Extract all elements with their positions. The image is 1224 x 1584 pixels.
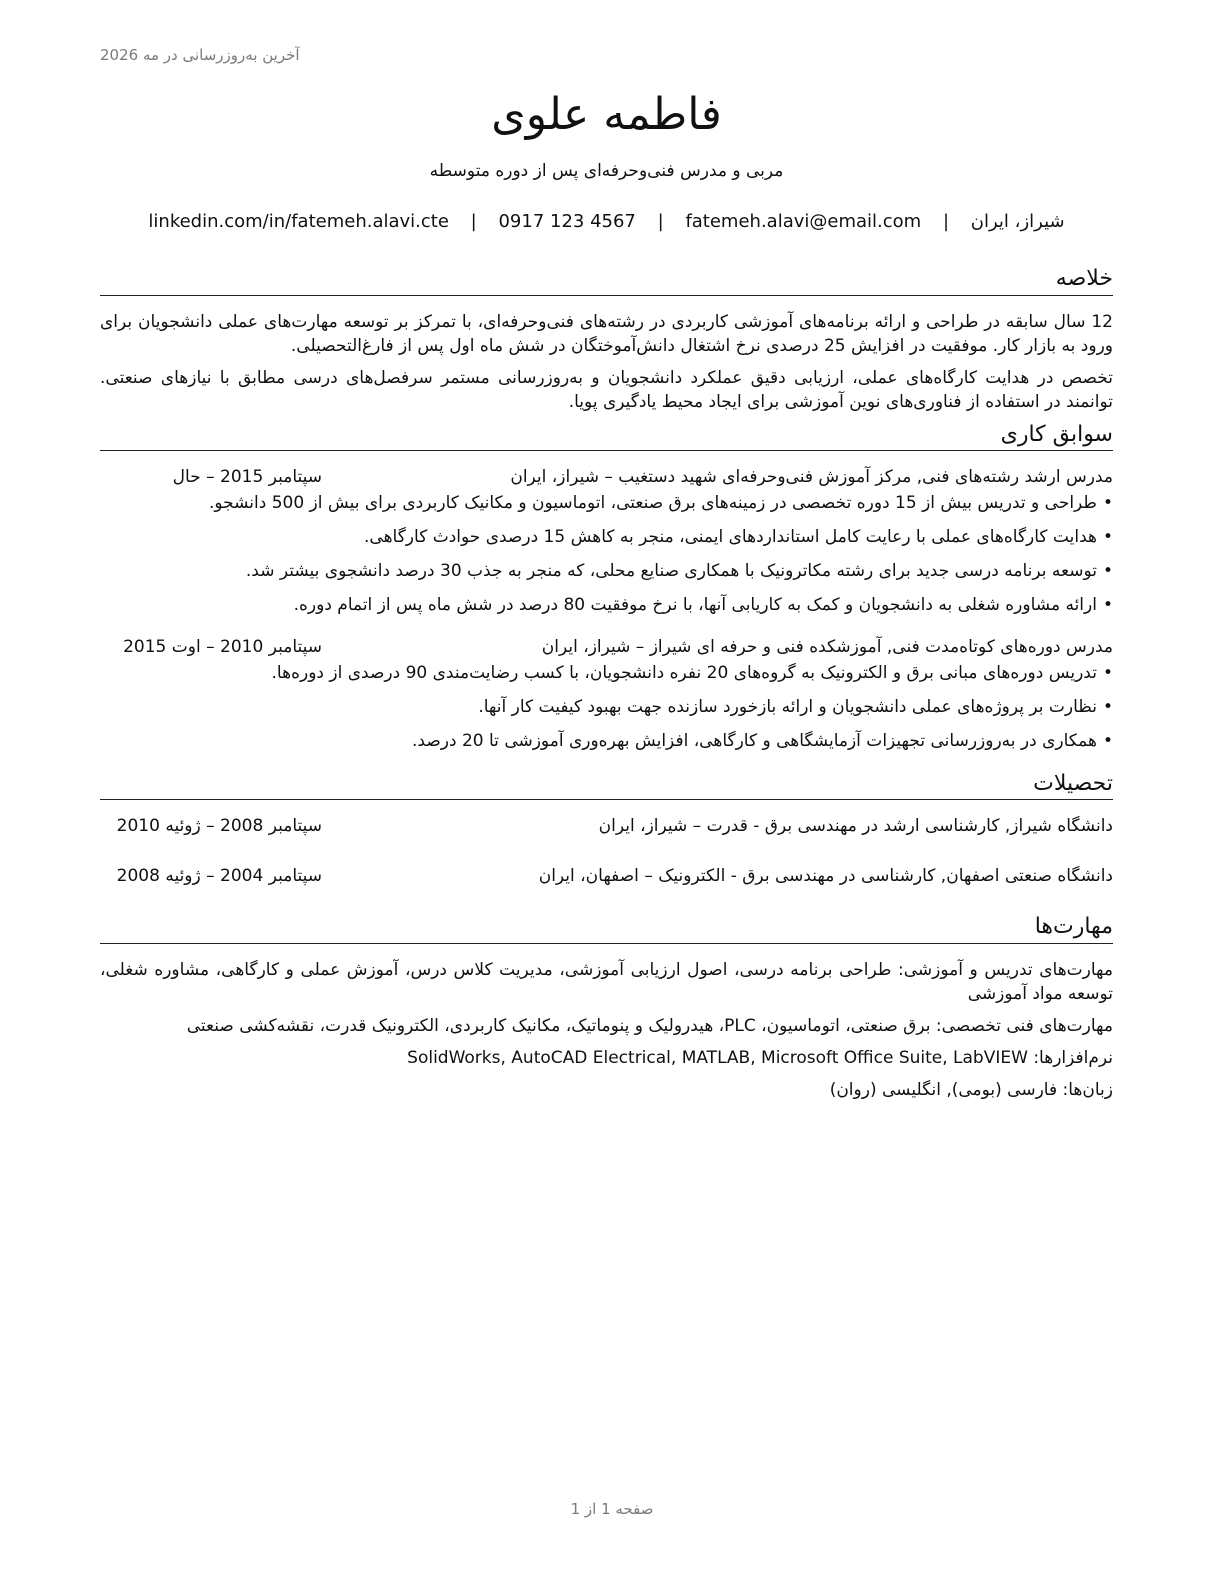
list-item (100, 729, 1113, 753)
bullet-icon: • (1102, 492, 1113, 513)
section-heading: مهارت‌ها (100, 914, 1113, 943)
job-dates: سپتامبر 2010 – اوت 2015 (123, 636, 322, 657)
education-section (100, 771, 1113, 888)
job-header (100, 635, 1113, 659)
bullet-text: طراحی و تدریس بیش از 15 دوره تخصصی در زمینه‌های برق صنعتی، اتوماسیون و مکانیک کاربردی برای بیش از 500 دانشجو. (208, 492, 1097, 513)
list-item (100, 525, 1113, 549)
bullet-icon: • (1102, 560, 1113, 581)
contact-linkedin[interactable]: linkedin.com/in/fatemeh.alavi.cte (148, 211, 449, 233)
skills-teaching: مهارت‌های تدریس و آموزشی: طراحی برنامه درسی، اصول ارزیابی آموزشی، مدیریت کلاس درس، آموزش عملی و کارگاهی، مشاوره شغلی، توسعه مواد آموزشی (100, 959, 1113, 1004)
list-item (100, 593, 1113, 617)
bullet-icon: • (1102, 662, 1113, 683)
contact-separator: | (657, 211, 664, 233)
job-role-org: مدرس ارشد رشته‌های فنی, مرکز آموزش فنی‌وحرفه‌ای شهید دستغیب – شیراز، ایران (510, 466, 1113, 487)
list-item (100, 559, 1113, 583)
contact-phone[interactable]: 0917 123 4567 (498, 211, 636, 233)
job-entry (100, 465, 1113, 617)
education-text: دانشگاه شیراز, کارشناسی ارشد در مهندسی برق - قدرت – شیراز، ایران (598, 816, 1113, 837)
bullet-icon: • (1102, 526, 1113, 547)
contact-separator: | (942, 211, 950, 233)
page-number: صفحه 1 از 1 (570, 1500, 654, 1518)
job-bullets (100, 661, 1113, 753)
section-heading: سوابق کاری (100, 422, 1113, 451)
person-name: فاطمه علوی (491, 89, 722, 140)
job-dates: سپتامبر 2015 – حال (172, 466, 322, 487)
summary-paragraph: 12 سال سابقه در طراحی و ارائه برنامه‌های آموزشی کاربردی در رشته‌های فنی‌وحرفه‌ای، با تمرکز بر توسعه مهارت‌های عملی دانشجویان برای ورود به بازار کار. موفقیت در افزایش 25 درصدی نرخ اشتغال دانش‌آموختگان در شش ماه اول پس از فارغ‌التحصیلی. (100, 311, 1113, 356)
list-item (100, 491, 1113, 515)
job-bullets (100, 491, 1113, 617)
experience-section (100, 422, 1113, 753)
bullet-text: همکاری در به‌روزرسانی تجهیزات آزمایشگاهی و کارگاهی، افزایش بهره‌وری آموزشی تا 20 درصد. (412, 730, 1097, 751)
list-item (100, 695, 1113, 719)
bullet-icon: • (1102, 730, 1113, 751)
education-dates: سپتامبر 2004 – ژوئیه 2008 (116, 866, 322, 887)
software-list: SolidWorks, AutoCAD Electrical, MATLAB, Microsoft Office Suite, LabVIEW (407, 1047, 1028, 1068)
education-dates: سپتامبر 2008 – ژوئیه 2010 (116, 816, 322, 837)
summary-section (100, 266, 1113, 413)
job-header (100, 465, 1113, 489)
contact-location: شیراز، ایران (970, 211, 1065, 233)
education-text: دانشگاه صنعتی اصفهان, کارشناسی در مهندسی برق - الکترونیک – اصفهان، ایران (538, 866, 1113, 887)
education-entry (100, 864, 1113, 888)
bullet-text: هدایت کارگاه‌های عملی با رعایت کامل استانداردهای ایمنی، منجر به کاهش 15 درصدی حوادث کارگاهی. (364, 526, 1097, 547)
summary-paragraph: تخصص در هدایت کارگاه‌های عملی، ارزیابی دقیق عملکرد دانشجویان و به‌روزرسانی مستمر سرفصل‌های درسی مطابق با نیازهای صنعتی. توانمند در استفاده از فناوری‌های نوین آموزشی برای ایجاد محیط یادگیری پویا. (100, 367, 1113, 412)
contact-separator: | (470, 211, 477, 233)
bullet-icon: • (1102, 594, 1113, 615)
bullet-text: توسعه برنامه درسی جدید برای رشته مکاترونیک با همکاری صنایع محلی، که منجر به جذب 30 درصد دانشجوی بیشتر شد. (245, 560, 1097, 581)
contact-email[interactable]: fatemeh.alavi@email.com (685, 211, 922, 233)
skills-languages: زبان‌ها: فارسی (بومی), انگلیسی (روان) (829, 1079, 1113, 1100)
software-label: نرم‌افزارها: (1033, 1047, 1113, 1068)
job-title: مربی و مدرس فنی‌وحرفه‌ای پس از دوره متوسطه (429, 161, 784, 182)
section-heading: تحصیلات (100, 771, 1113, 800)
bullet-text: نظارت بر پروژه‌های عملی دانشجویان و ارائه بازخورد سازنده جهت بهبود کیفیت کار آنها. (478, 696, 1097, 717)
bullet-text: ارائه مشاوره شغلی به دانشجویان و کمک به کاریابی آنها، با نرخ موفقیت 80 درصد در شش ماه پس از اتمام دوره. (293, 594, 1097, 615)
job-role-org: مدرس دوره‌های کوتاه‌مدت فنی, آموزشکده فنی و حرفه ای شیراز – شیراز، ایران (541, 636, 1113, 657)
last-updated: آخرین به‌روزرسانی در مه 2026 (100, 46, 300, 64)
job-entry (100, 635, 1113, 753)
skills-section (100, 914, 1113, 1101)
bullet-icon: • (1102, 696, 1113, 717)
bullet-text: تدریس دوره‌های مبانی برق و الکترونیک به گروه‌های 20 نفره دانشجویان، با کسب رضایت‌مندی 90 درصدی از دوره‌ها. (271, 662, 1097, 683)
resume-content (100, 86, 1113, 1110)
list-item (100, 661, 1113, 685)
skills-software (100, 1046, 1113, 1070)
contact-line (100, 211, 1113, 232)
education-entry (100, 814, 1113, 838)
section-heading: خلاصه (100, 266, 1113, 295)
skills-technical: مهارت‌های فنی تخصصی: برق صنعتی، اتوماسیون، PLC، هیدرولیک و پنوماتیک، مکانیک کاربردی، الکترونیک قدرت، نقشه‌کشی صنعتی (186, 1015, 1113, 1036)
